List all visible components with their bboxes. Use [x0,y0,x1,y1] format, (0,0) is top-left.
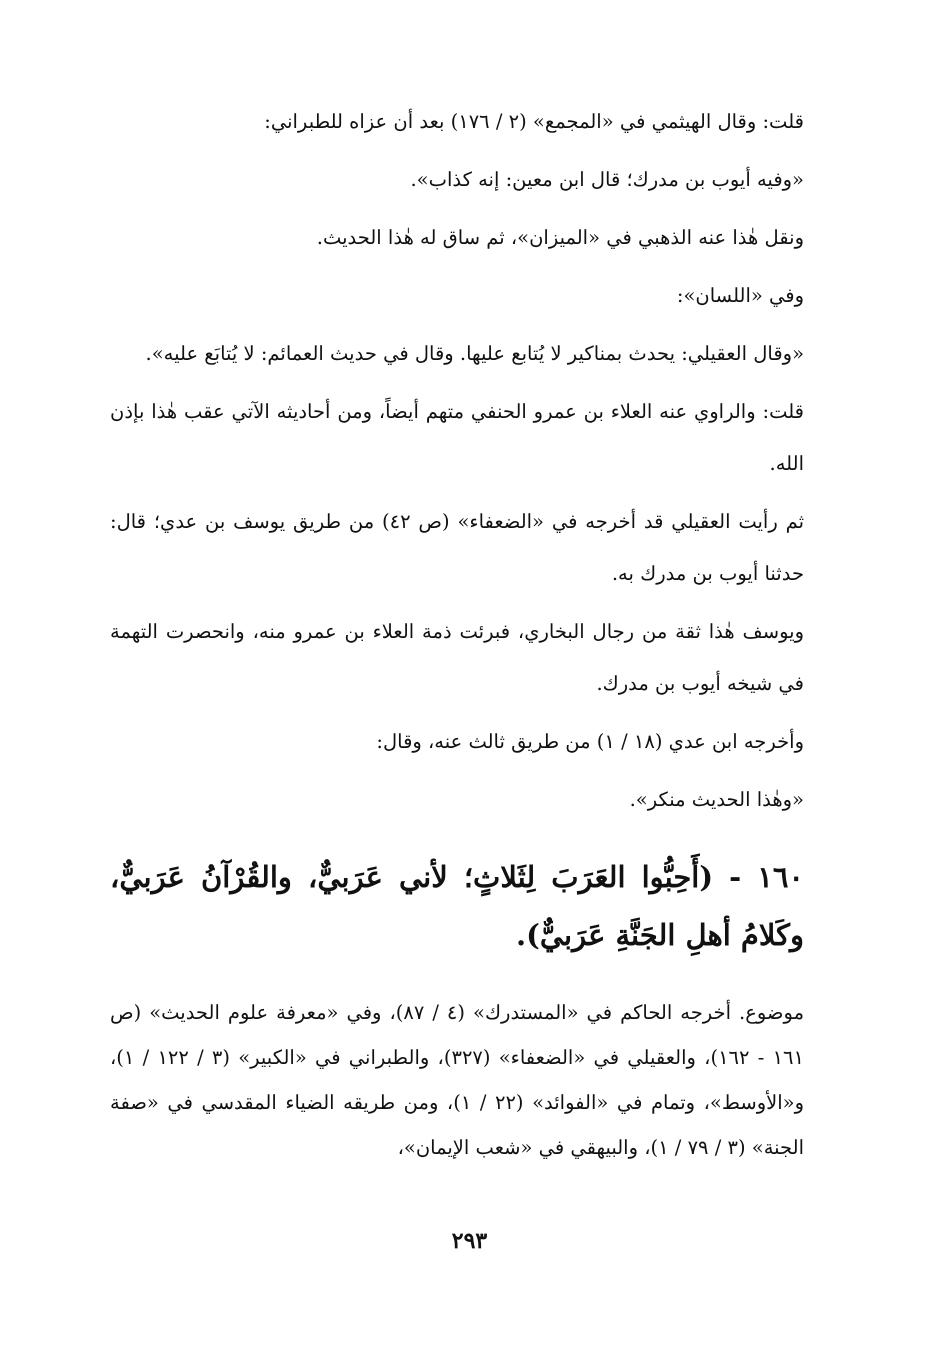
paragraph-uqayli-quote: «وقال العقيلي: يحدث بمناكير لا يُتابع عليها. وقال في حديث العمائم: لا يُتابَع عليه». [145,342,804,365]
paragraph-munkar-quote: «وهٰذا الحديث منكر». [629,788,804,811]
paragraph-uqayli-duafa: ثم رأيت العقيلي قد أخرجه في «الضعفاء» (ص ٤٢) من طريق يوسف بن عدي؛ قال: حدثنا أيوب بن مدرك به. [110,510,805,585]
page-body [110,96,850,1176]
page-number: ٢٩٣ [451,1228,488,1254]
paragraph-takhrij: موضوع. أخرجه الحاكم في «المستدرك» (٤ / ٨٧)، وفي «معرفة علوم الحديث» (ص ١٦١ - ١٦٢)، والعقيلي في «الضعفاء» (٣٢٧)، والطبراني في «الكبير» (٣ / ١٢٢ / ١)، و«الأوسط»، وتمام في «الفوائد» (٢٢ / ١)، ومن طريقه الضياء المقدسي في «صفة الجنة» (٣ / ٧٩ / ١)، والبيهقي في «شعب الإيمان»، [110,1001,805,1159]
paragraph-quote-ibn-main: «وفيه أيوب بن مدرك؛ قال ابن معين: إنه كذاب». [410,168,804,191]
paragraph-dhahabi-mizan: ونقل هٰذا عنه الذهبي في «الميزان»، ثم ساق له هٰذا الحديث. [316,226,804,249]
paragraph-alaa-ibn-amr: قلت: والراوي عنه العلاء بن عمرو الحنفي متهم أيضاً، ومن أحاديثه الآتي عقب هٰذا بإذن الله. [110,400,804,475]
paragraph-ibn-adi: وأخرجه ابن عدي (١٨ / ١) من طريق ثالث عنه، وقال: [376,730,804,753]
paragraph-qultu-haythami: قلت: وقال الهيثمي في «المجمع» (٢ / ١٧٦) بعد أن عزاه للطبراني: [264,110,804,133]
hadith-160-heading: ١٦٠ - (أَحِبُّوا العَرَبَ لِثَلاثٍ؛ لأني عَرَبيٌّ، والقُرْآنُ عَرَبيٌّ، وكَلامُ أهلِ الجَنَّةِ عَرَبيٌّ). [110,860,804,952]
paragraph-lisan-heading: وفي «اللسان»: [676,284,804,307]
paragraph-yusuf-thiqa: ويوسف هٰذا ثقة من رجال البخاري، فبرئت ذمة العلاء بن عمرو منه، وانحصرت التهمة في شيخه أيوب بن مدرك. [110,620,804,695]
